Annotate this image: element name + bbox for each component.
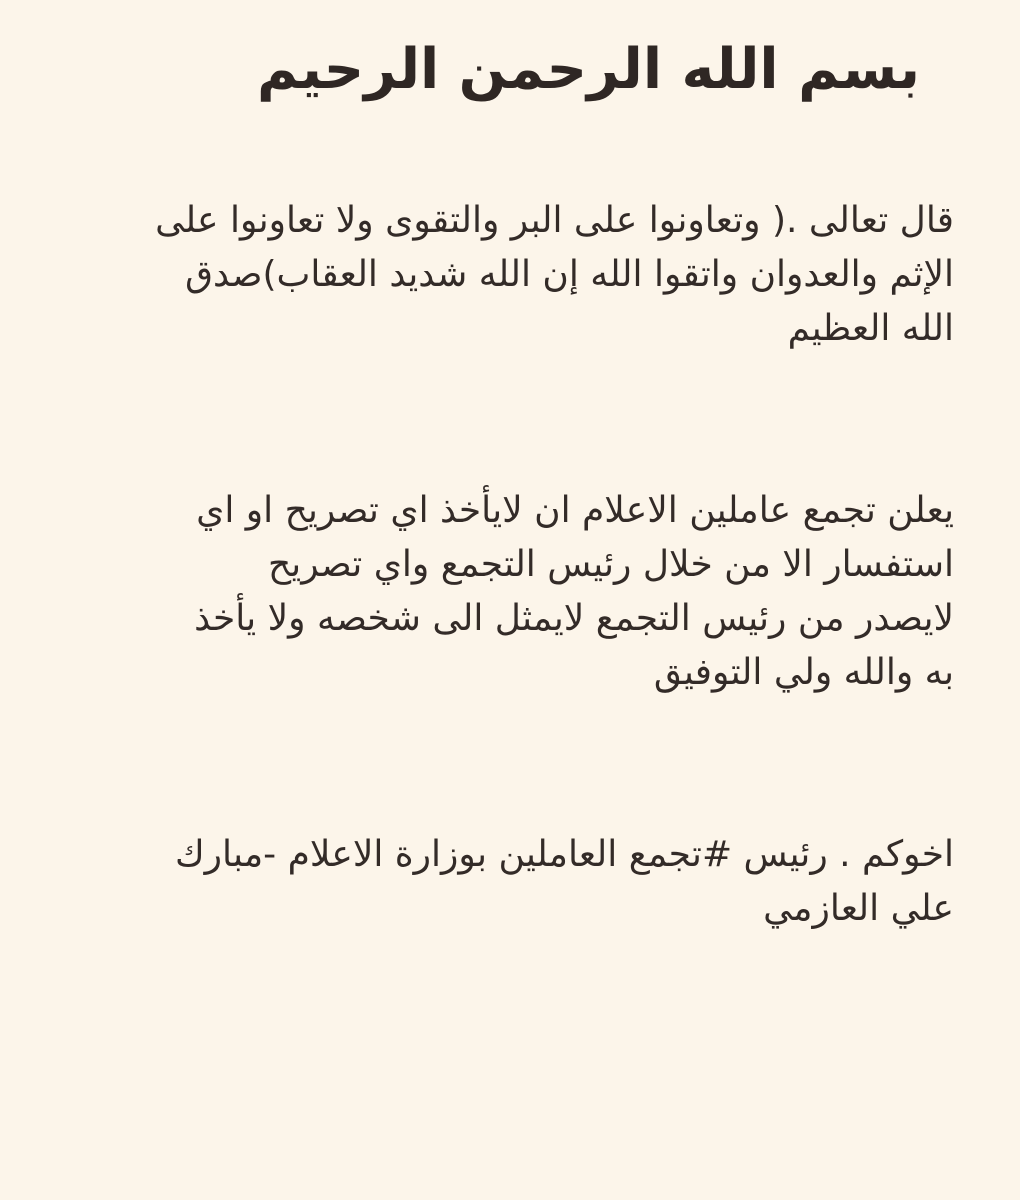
document-title: بسم الله الرحمن الرحيم (256, 37, 920, 102)
signature-line: اخوكم . رئيس #تجمع العاملين بوزارة الاعلام -مبارك (174, 834, 954, 875)
announcement-line: لايصدر من رئيس التجمع لايمثل الى شخصه ولا يأخذ (194, 598, 954, 639)
announcement-line: يعلن تجمع عاملين الاعلام ان لايأخذ اي تصريح او اي (196, 490, 954, 531)
signature-paragraph (60, 828, 954, 936)
announcement-line: به والله ولي التوفيق (653, 652, 954, 693)
signature-line: علي العازمي (763, 888, 954, 929)
verse-line: الإثم والعدوان واتقوا الله إن الله شديد العقاب)صدق (185, 254, 954, 295)
announcement-paragraph (60, 484, 954, 700)
quran-verse-paragraph (60, 194, 954, 356)
announcement-line: استفسار الا من خلال رئيس التجمع واي تصريح (267, 544, 954, 585)
verse-line: قال تعالى .( وتعاونوا على البر والتقوى ولا تعاونوا على (155, 200, 954, 241)
verse-line: الله العظيم (787, 308, 954, 349)
